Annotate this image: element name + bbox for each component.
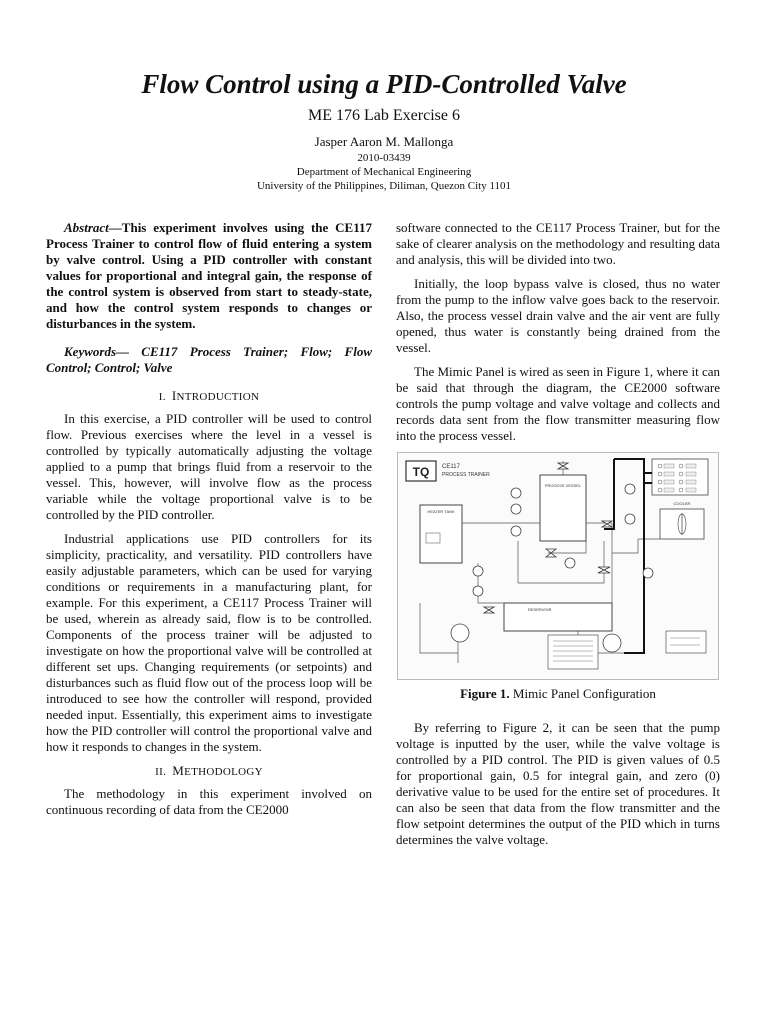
section-title-rest: NTRODUCTION	[176, 391, 260, 403]
intro-paragraph-2: Industrial applications use PID controllers for its simplicity, practicality, and versatility. PID controllers have easily adjustable parameters, which can be used for varying conditions or requirements in a manufacturing plant, for example. For this experiment, a CE117 Process Trainer will be used, wherein as already said, flow is to be controlled. Components of the process trainer will be adjusted to investigate on how the proportional valve will be controlled at different set ups. Changing requirements (or setpoints) and disturbances such as fluid flow out of the process loop will be introduced to see how the controller will respond, provided needed input. Essentially, this experiment aims to investigate how the PID controller will control the proportional valve and how it responds to changes in the system.	[46, 531, 372, 754]
left-column	[46, 220, 372, 826]
methodology-continued: software connected to the CE117 Process Trainer, but for the sake of clearer analysis on the methodology and resulting data and analysis, this will be divided into two.	[396, 220, 720, 267]
department: Department of Mechanical Engineering	[296, 166, 472, 178]
terminal-block	[652, 459, 708, 495]
section-initial: I	[171, 388, 177, 403]
methodology-paragraph-4: By referring to Figure 2, it can be seen that the pump voltage is inputted by the user, while the valve voltage is controlled by a PID control. The PID is given values of 0.5 for proportional gain, 0.5 for integral gain, and zero (0) derivative value to be used for the entire set of procedures. It can also be seen that data from the flow transmitter and the flow setpoint determines the output of the PID which in turns determines the valve voltage.	[396, 720, 720, 847]
figure-caption-text: Mimic Panel Configuration	[512, 686, 656, 701]
abstract-text: —This experiment involves using the CE117 Process Trainer to control flow of fluid entering a system by valve control. Using a PID controller with constant values for proportional and integral gain, the response of the control system is observed from start to steady-state, and how the control system responds to changes or disturbances in the system.	[46, 220, 372, 331]
intro-paragraph-1: In this exercise, a PID controller will be used to control flow. Previous exercises where the level in a vessel is controlled by typically automatically adjusting the voltage applied to a pump that brings fluid from a reservoir to the vessel. This, however, will involve flow as the process variable while the voltage proportional valve is to be controlled by the PID controller.	[46, 411, 372, 522]
heater-tank	[420, 505, 462, 563]
legend-box	[548, 631, 706, 669]
abstract	[46, 220, 372, 332]
model-sub-label: PROCESS TRAINER	[442, 472, 490, 478]
section-heading-methodology	[46, 763, 372, 780]
methodology-paragraph-3: The Mimic Panel is wired as seen in Figure 1, where it can be said that through the diagram, the CE2000 software controls the pump voltage and valve voltage and collects and records data sent from the flow transmitter measuring flow into the process vessel.	[396, 364, 720, 443]
section-number: II.	[155, 766, 167, 778]
paper-title: Flow Control using a PID-Controlled Valve	[141, 69, 627, 99]
section-number: I.	[158, 391, 166, 403]
cooler	[660, 501, 704, 539]
logo-text: TQ	[412, 465, 430, 479]
keywords	[46, 344, 372, 376]
tq-logo	[406, 461, 436, 481]
right-column	[396, 220, 720, 856]
paper-subtitle: ME 176 Lab Exercise 6	[308, 107, 460, 124]
reservoir	[504, 603, 612, 631]
heater-tank-label: HEATER TANK	[427, 509, 455, 514]
section-initial: M	[172, 763, 185, 778]
model-label: CE117	[442, 464, 460, 470]
abstract-label: Abstract	[64, 220, 109, 235]
reservoir-label: RESERVOIR	[528, 607, 552, 612]
keywords-text: — CE117 Process Trainer; Flow; Flow Control; Control; Valve	[46, 344, 372, 375]
figure-caption	[396, 686, 720, 702]
process-vessel	[540, 475, 586, 541]
author-name: Jasper Aaron M. Mallonga	[314, 134, 454, 149]
methodology-paragraph-1: The methodology in this experiment involved on continuous recording of data from the CE2000	[46, 786, 372, 817]
cooler-label: COOLER	[673, 501, 691, 506]
process-vessel-label: PROCESS VESSEL	[544, 483, 582, 488]
keywords-label: Keywords	[64, 344, 116, 359]
section-heading-introduction	[46, 388, 372, 405]
section-title-rest: ETHODOLOGY	[184, 766, 263, 778]
methodology-paragraph-2: Initially, the loop bypass valve is closed, thus no water from the pump to the inflow valve goes back to the reservoir. Also, the process vessel drain valve and the air vent are fully opened, thus water is constantly being drained from the vessel.	[396, 276, 720, 355]
figure-label: Figure 1.	[460, 686, 510, 701]
university: University of the Philippines, Diliman, Quezon City 1101	[256, 180, 512, 192]
mimic-panel-diagram	[397, 452, 719, 680]
student-number: 2010-03439	[357, 152, 411, 164]
